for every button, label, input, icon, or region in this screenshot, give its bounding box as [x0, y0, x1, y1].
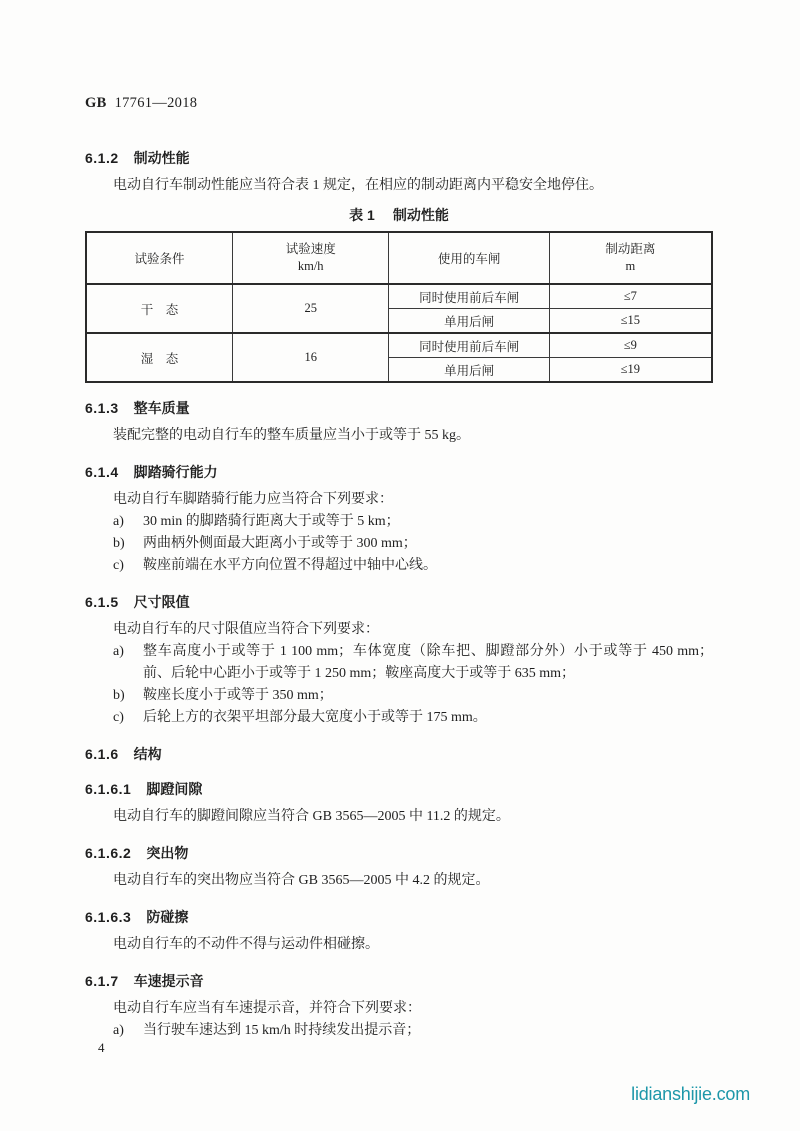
section-heading-6-1-6-3	[85, 907, 713, 927]
cell-condition-wet: 湿 态	[86, 333, 232, 382]
paragraph-6-1-3: 装配完整的电动自行车的整车质量应当小于或等于 55 kg。	[113, 428, 470, 443]
list-label: a)	[113, 514, 124, 529]
list-text: 鞍座前端在水平方向位置不得超过中轴中心线。	[143, 558, 437, 573]
section-heading-6-1-7	[85, 971, 713, 991]
section-title: 整车质量	[133, 400, 190, 416]
section-title: 尺寸限值	[133, 594, 190, 610]
section-title: 车速提示音	[133, 973, 204, 989]
section-title: 制动性能	[133, 150, 190, 166]
cell-brake-dry-rear: 单用后闸	[389, 309, 549, 334]
table-1-braking-performance	[85, 231, 713, 383]
paragraph-6-1-2: 电动自行车制动性能应当符合表 1 规定，在相应的制动距离内平稳安全地停住。	[113, 178, 603, 193]
list-item-6-1-7-a	[85, 1020, 713, 1042]
section-heading-6-1-3	[85, 398, 713, 418]
list-label: a)	[113, 644, 124, 659]
section-number: 6.1.6.1	[85, 781, 132, 797]
cell-distance-dry-both: ≤7	[549, 284, 712, 309]
section-heading-6-1-4	[85, 462, 713, 482]
section-number: 6.1.2	[85, 150, 119, 166]
list-label: a)	[113, 1023, 124, 1038]
list-text: 30 min 的脚踏骑行距离大于或等于 5 km；	[143, 514, 400, 529]
list-text: 整车高度小于或等于 1 100 mm；车体宽度（除车把、脚蹬部分外）小于或等于 450 mm；前、后轮中心距小于或等于 1 250 mm；鞍座高度大于或等于 635 mm；	[143, 644, 713, 681]
cell-condition-dry: 干 态	[86, 284, 232, 333]
cell-distance-wet-rear: ≤19	[549, 358, 712, 383]
section-title: 结构	[133, 746, 162, 762]
col-header-braking-distance	[549, 232, 712, 284]
section-number: 6.1.7	[85, 973, 119, 989]
section-title: 脚踏骑行能力	[133, 464, 218, 480]
table-caption-title: 制动性能	[392, 207, 449, 223]
section-heading-6-1-5	[85, 592, 713, 612]
list-item-6-1-4-a	[85, 511, 713, 533]
doc-code-number: 17761—2018	[114, 95, 198, 111]
watermark: lidianshijie.com	[631, 1084, 750, 1104]
list-text: 两曲柄外侧面最大距离小于或等于 300 mm；	[143, 536, 417, 551]
section-title: 防碰擦	[146, 909, 189, 925]
list-label: c)	[113, 558, 124, 573]
section-number: 6.1.3	[85, 400, 119, 416]
cell-distance-wet-both: ≤9	[549, 333, 712, 358]
list-label: b)	[113, 688, 125, 703]
col-header-test-speed-unit: km/h	[297, 259, 324, 273]
cell-brake-wet-both: 同时使用前后车闸	[389, 333, 549, 358]
page-number: 4	[98, 1040, 105, 1055]
paragraph-6-1-7: 电动自行车应当有车速提示音，并符合下列要求：	[113, 1001, 421, 1016]
table-row-dry-1	[86, 284, 712, 309]
list-label: b)	[113, 536, 125, 551]
section-heading-6-1-2	[85, 148, 713, 168]
table-header-row	[86, 232, 712, 284]
col-header-test-speed	[232, 232, 389, 284]
doc-code-header	[85, 95, 713, 112]
cell-brake-dry-both: 同时使用前后车闸	[389, 284, 549, 309]
col-header-braking-distance-unit: m	[625, 259, 636, 273]
col-header-test-speed-label: 试验速度	[285, 242, 336, 256]
cell-speed-wet: 16	[232, 333, 389, 382]
paragraph-6-1-6-1: 电动自行车的脚蹬间隙应当符合 GB 3565—2005 中 11.2 的规定。	[113, 809, 510, 824]
paragraph-6-1-6-3: 电动自行车的不动件不得与运动件相碰擦。	[113, 937, 379, 952]
doc-code-prefix: GB	[85, 95, 107, 111]
list-item-6-1-5-a	[85, 641, 713, 685]
list-label: c)	[113, 710, 124, 725]
paragraph-6-1-5: 电动自行车的尺寸限值应当符合下列要求：	[113, 622, 379, 637]
list-text: 鞍座长度小于或等于 350 mm；	[143, 688, 333, 703]
section-heading-6-1-6	[85, 744, 713, 764]
section-heading-6-1-6-2	[85, 843, 713, 863]
section-number: 6.1.5	[85, 594, 119, 610]
table-caption	[85, 205, 713, 225]
list-item-6-1-4-c	[85, 555, 713, 577]
section-title: 脚蹬间隙	[146, 781, 203, 797]
cell-speed-dry: 25	[232, 284, 389, 333]
list-text: 当行驶车速达到 15 km/h 时持续发出提示音；	[143, 1023, 421, 1038]
list-item-6-1-5-c	[85, 707, 713, 729]
cell-distance-dry-rear: ≤15	[549, 309, 712, 334]
section-number: 6.1.6	[85, 746, 119, 762]
col-header-braking-distance-label: 制动距离	[605, 242, 656, 256]
table-row-wet-1	[86, 333, 712, 358]
section-number: 6.1.6.3	[85, 909, 132, 925]
list-item-6-1-5-b	[85, 685, 713, 707]
paragraph-6-1-6-2: 电动自行车的突出物应当符合 GB 3565—2005 中 4.2 的规定。	[113, 873, 490, 888]
section-number: 6.1.6.2	[85, 845, 132, 861]
cell-brake-wet-rear: 单用后闸	[389, 358, 549, 383]
section-title: 突出物	[146, 845, 189, 861]
section-heading-6-1-6-1	[85, 779, 713, 799]
section-number: 6.1.4	[85, 464, 119, 480]
list-item-6-1-4-b	[85, 533, 713, 555]
col-header-brake-used: 使用的车闸	[389, 232, 549, 284]
list-text: 后轮上方的衣架平坦部分最大宽度小于或等于 175 mm。	[143, 710, 487, 725]
paragraph-6-1-4: 电动自行车脚踏骑行能力应当符合下列要求：	[113, 492, 393, 507]
table-caption-label: 表 1	[349, 207, 375, 223]
col-header-test-condition: 试验条件	[86, 232, 232, 284]
